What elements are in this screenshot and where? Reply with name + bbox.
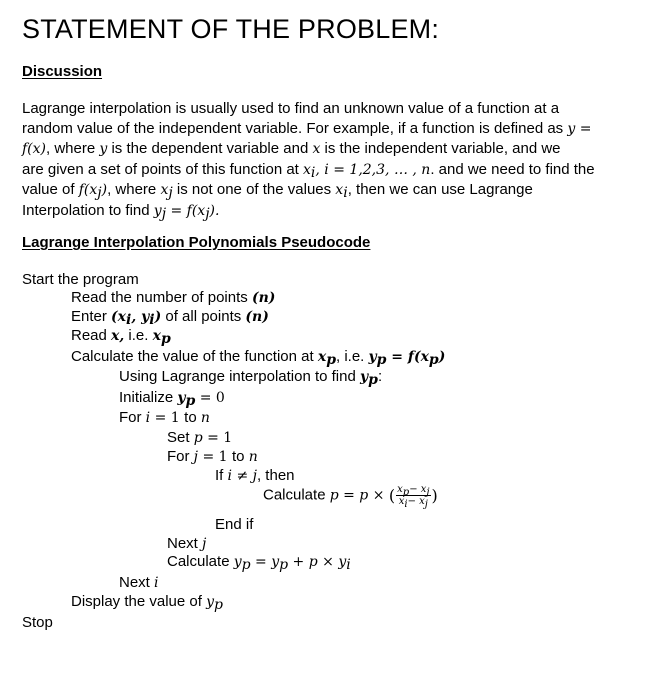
code-read-x: Read x, i.e. $x_p$: [71, 327, 171, 347]
discussion-heading: Discussion: [22, 63, 103, 80]
discussion-line-6: Interpolation to find $y_j = f(x_j)$.: [22, 201, 220, 222]
code-enter-points: Enter ($x_i$, $y_i$) of all points (n): [71, 308, 269, 328]
code-end-if: End if: [215, 516, 254, 533]
code-display-yp: Display the value of $y_p$: [71, 593, 223, 613]
code-read-n: Read the number of points (n): [71, 289, 276, 306]
code-if-i-ne-j: If i ≠ j, then: [215, 467, 295, 484]
discussion-line-4: are given a set of points of this function at $x_i$, i = 1,2,3, … , n. and we need to find the: [22, 160, 595, 181]
code-next-j: Next j: [167, 535, 207, 552]
code-for-i: For i = 1 to n: [119, 409, 210, 426]
code-stop: Stop: [22, 614, 53, 631]
code-set-p: Set p = 1: [167, 429, 233, 446]
code-for-j: For j = 1 to n: [167, 448, 258, 465]
code-calculate-yp: Calculate $y_p = y_p + p \times y_i$: [167, 553, 351, 573]
code-using-lagrange: Using Lagrange interpolation to find $y_p$:: [119, 368, 383, 388]
pseudocode-heading: Lagrange Interpolation Polynomials Pseudocode: [22, 234, 371, 251]
discussion-line-5: value of $f(x_j)$, where $x_j$ is not one of the values $x_i$, then we can use Lagrange: [22, 181, 533, 201]
code-calculate-function: Calculate the value of the function at $x_p$, i.e. $y_p = f(x_p)$: [71, 348, 446, 368]
code-initialize-yp: Initialize $y_p = 0$: [119, 389, 225, 409]
discussion-line-1: Lagrange interpolation is usually used to find an unknown value of a function at a: [22, 100, 560, 117]
discussion-line-2: random value of the independent variable. For example, if a function is defined as y =: [22, 119, 592, 137]
code-calculate-p: Calculate p = p × ( $\frac{x_p- x_j}{x_i- x_j}$ ): [263, 484, 438, 510]
page-title: STATEMENT OF THE PROBLEM:: [22, 14, 440, 44]
discussion-line-3: f(x), where y is the dependent variable and x is the independent variable, and we: [22, 140, 561, 157]
code-start: Start the program: [22, 271, 139, 288]
code-next-i: Next i: [119, 574, 159, 591]
fraction: $\frac{x_p- x_j}{x_i- x_j}$: [397, 484, 430, 510]
discussion-paragraph: [22, 99, 637, 221]
